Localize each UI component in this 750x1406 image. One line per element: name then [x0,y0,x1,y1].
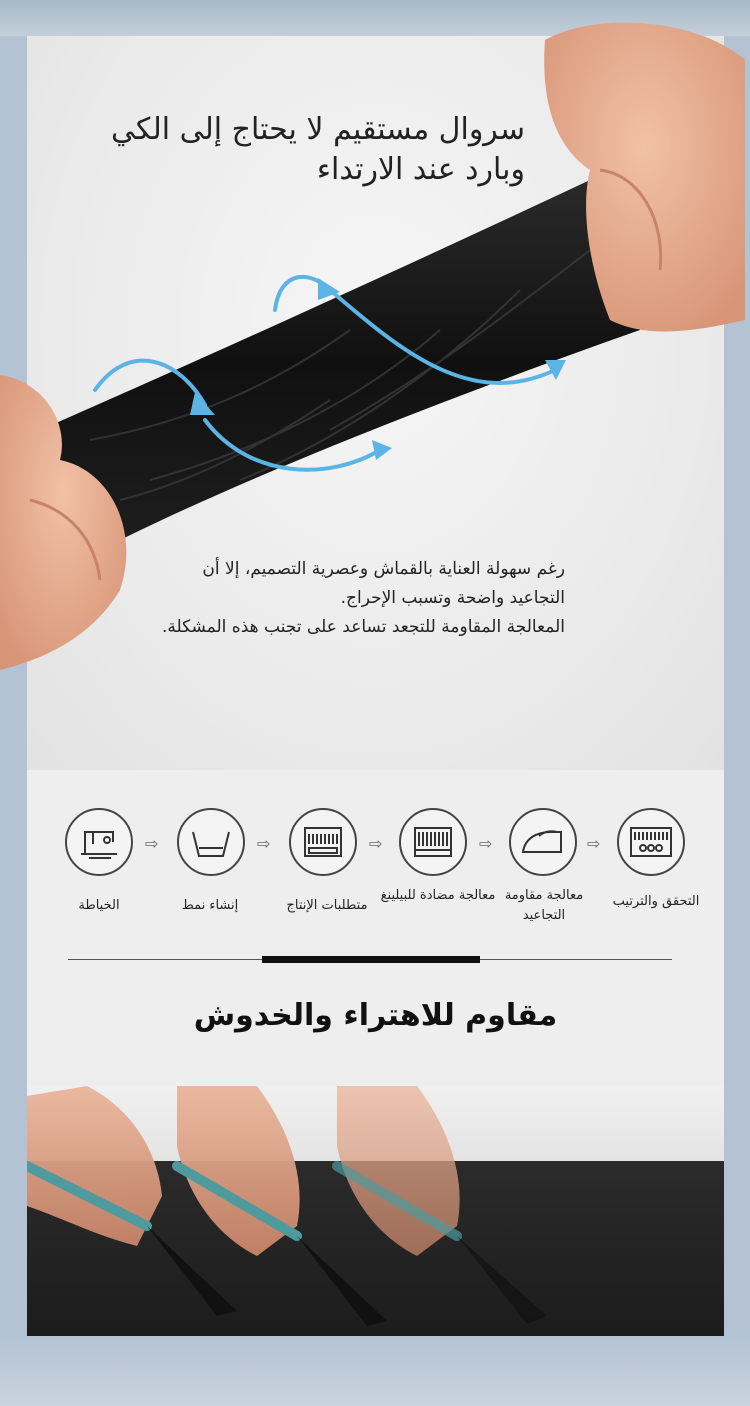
inspection-machine-icon [617,808,685,876]
description-line: رغم سهولة العناية بالقماش وعصرية التصميم، إلا أن التجاعيد واضحة وتسبب الإحراج. [202,559,565,608]
headline: سروال مستقيم لا يحتاج إلى الكي وبارد عند الارتداء [111,112,525,187]
production-process-strip [27,790,724,940]
arrow-icon: ⇨ [145,834,159,853]
section-title: مقاوم للاهتراء والخدوش [193,998,558,1033]
step-label-pattern: إنشاء نمط [181,898,239,913]
textile-machine-icon [399,808,467,876]
sewing-machine-icon [65,808,133,876]
description-text [160,555,565,642]
step-label-sewing: الخياطة [78,898,120,913]
section-divider-accent [262,956,480,963]
step-label-anti-wrinkle: معالجة مقاومة التجاعيد [504,888,584,923]
pattern-basin-icon [177,808,245,876]
step-label-anti-pilling: معالجة مضادة للبيلينغ [380,888,496,903]
step-label-inspection: التحقق والترتيب [612,894,700,909]
step-label-production: متطلبات الإنتاج [286,898,368,913]
scissors-illustration [27,1086,724,1336]
arrow-icon: ⇨ [479,834,493,853]
arrow-icon: ⇨ [587,834,601,853]
production-machine-icon [289,808,357,876]
steam-iron-icon [509,808,577,876]
arrow-icon: ⇨ [257,834,271,853]
arrow-icon: ⇨ [369,834,383,853]
description-line: المعالجة المقاومة للتجعد تساعد على تجنب هذه المشكلة. [161,617,565,637]
scissors-photo [27,1086,724,1336]
bottom-border-band [0,1336,750,1406]
